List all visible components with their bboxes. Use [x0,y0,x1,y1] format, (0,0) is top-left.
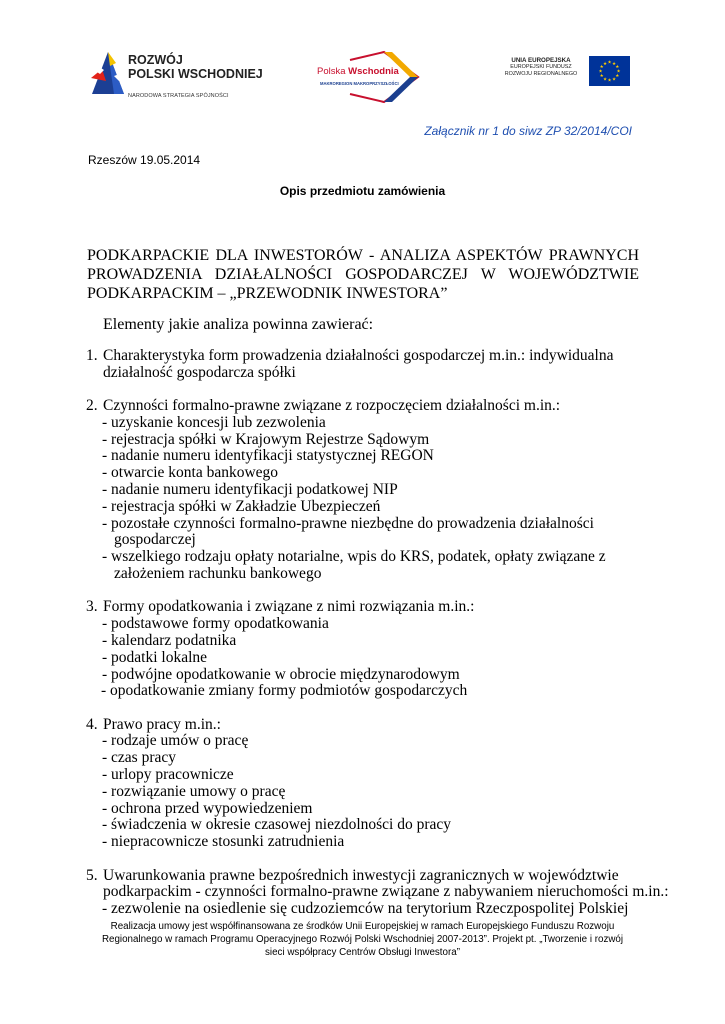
list-item: - uzyskanie koncesji lub zezwolenia [102,413,326,431]
section-2 [86,398,646,583]
list-item: - rodzaje umów o pracę [102,732,249,750]
pw-tagline: MAKROREGION MAKROPRZYSZŁOŚCI [320,81,399,86]
eu-star-icon: ★ [615,65,620,71]
section-heading-line: Prawo pracy m.in.: [103,715,221,733]
title-line-2: PROWADZENIA DZIAŁALNOŚCI GOSPODARCZEJ W WOJEWÓDZTWIE [87,266,639,283]
list-item: - opodatkowanie zmiany formy podmiotów gospodarczych [101,682,468,700]
intro-text: Elementy jakie analiza powinna zawierać: [103,316,374,333]
eu-flag-icon [589,56,630,86]
rpw-line2: POLSKI WSCHODNIEJ [128,67,263,81]
list-item: - wszelkiego rodzaju opłaty notarialne, wpis do KRS, podatek, opłaty związane z [102,548,606,566]
section-heading-line: podkarpackim - czynności formalno-prawne związane z nabywaniem nieruchomości m.in.: [103,883,669,901]
rpw-line1: ROZWÓJ [128,53,183,67]
polska-wschodnia-logo [310,50,422,104]
section-5 [86,866,669,918]
title-line-3: PODKARPACKIM – „PRZEWODNIK INWESTORA” [87,285,448,302]
rpw-tagline: NARODOWA STRATEGIA SPÓJNOŚCI [128,93,229,99]
section-4 [86,717,646,851]
section-number: 5. [86,866,98,884]
list-item: - nadanie numeru identyfikacji podatkowej NIP [102,481,398,499]
rozwoj-polski-wschodniej-logo [88,48,278,106]
list-item: - podwójne opodatkowanie w obrocie międzynarodowym [102,665,460,683]
footer-line: Realizacja umowy jest współfinansowana ze środków Unii Europejskiej w ramach Europejskiego Funduszu Rozwoju [110,921,615,932]
list-item: - kalendarz podatnika [102,631,237,649]
list-item: - rejestracja spółki w Zakładzie Ubezpieczeń [102,497,381,515]
list-item: - podatki lokalne [102,648,208,666]
list-item: - świadczenia w okresie czasowej niezdolności do pracy [102,816,452,834]
ue-line1: UNIA EUROPEJSKA [511,57,571,64]
ue-line3: ROZWOJU REGIONALNEGO [504,71,578,77]
section-number: 3. [86,598,98,616]
sections-list [86,347,669,934]
ue-line2: EUROPEJSKI FUNDUSZ [510,64,572,70]
rpw-emblem-icon [88,48,128,96]
section-1 [86,348,646,382]
annex-reference: Załącznik nr 1 do siwz ZP 32/2014/COI [424,124,632,138]
section-heading-line: Uwarunkowania prawne bezpośrednich inwestycji zagranicznych w województwie [103,866,619,884]
pw-word1: Polska [317,66,346,77]
document-title [87,246,639,303]
document-subject: Opis przedmiotu zamówienia [279,184,446,198]
eu-star-icon: ★ [599,65,604,71]
eu-star-icon: ★ [599,74,604,80]
section-3 [86,599,646,700]
eu-star-icon: ★ [611,61,617,67]
eu-star-icon: ★ [611,77,617,83]
list-item: - rozwiązanie umowy o pracę [102,782,286,800]
polska-wschodnia-chevron-icon [310,50,422,104]
list-item: - rejestracja spółki w Krajowym Rejestrze Sądowym [102,430,430,448]
place-and-date: Rzeszów 19.05.2014 [88,153,201,167]
section-heading-line: Charakterystyka form prowadzenia działalności gospodarczej m.in.: indywidualna [103,347,614,364]
eu-star-icon: ★ [607,78,612,84]
list-item: - nadanie numeru identyfikacji statystycznej REGON [102,447,434,465]
list-item: - otwarcie konta bankowego [102,464,279,482]
eu-fund-logo [503,54,633,94]
eu-star-icon: ★ [602,77,608,83]
footer-line: Regionalnego w ramach Programu Operacyjnego Rozwój Polski Wschodniej 2007-2013”. Projekt pt. „Tworzenie i rozwój [101,933,624,945]
section-number: 2. [86,397,98,415]
eu-star-icon: ★ [615,74,620,80]
section-heading-line: Formy opodatkowania i związane z nimi rozwiązania m.in.: [103,598,475,616]
list-item-continuation: założeniem rachunku bankowego [114,565,322,583]
list-item: - zezwolenie na osiedlenie się cudzoziemców na terytorium Rzeczpospolitej Polskiej [102,900,629,918]
list-item: - urlopy pracownicze [102,766,234,784]
section-heading-line: Czynności formalno-prawne związane z rozpoczęciem działalności m.in.: [103,397,561,415]
list-item: - ochrona przed wypowiedzeniem [102,799,313,817]
list-item: - niepracownicze stosunki zatrudnienia [102,833,345,851]
section-number: 4. [86,715,98,733]
title-line-1: PODKARPACKIE DLA INWESTORÓW - ANALIZA ASPEKTÓW PRAWNYCH [87,247,639,264]
page-footer [60,921,665,959]
list-item: - pozostałe czynności formalno-prawne niezbędne do prowadzenia działalności [102,514,594,532]
eu-star-icon: ★ [616,69,621,75]
eu-star-icon: ★ [602,61,608,67]
section-heading-line: działalność gospodarcza spółki [103,363,296,381]
pw-word2: Wschodnia [348,66,399,77]
list-item: - czas pracy [102,749,177,767]
list-item-continuation: gospodarczej [114,531,196,549]
eu-star-icon: ★ [607,60,612,66]
list-item: - podstawowe formy opodatkowania [102,615,329,633]
footer-line: sieci współpracy Centrów Obsługi Inwestora” [265,946,460,958]
section-number: 1. [86,347,98,364]
eu-star-icon: ★ [598,69,603,75]
